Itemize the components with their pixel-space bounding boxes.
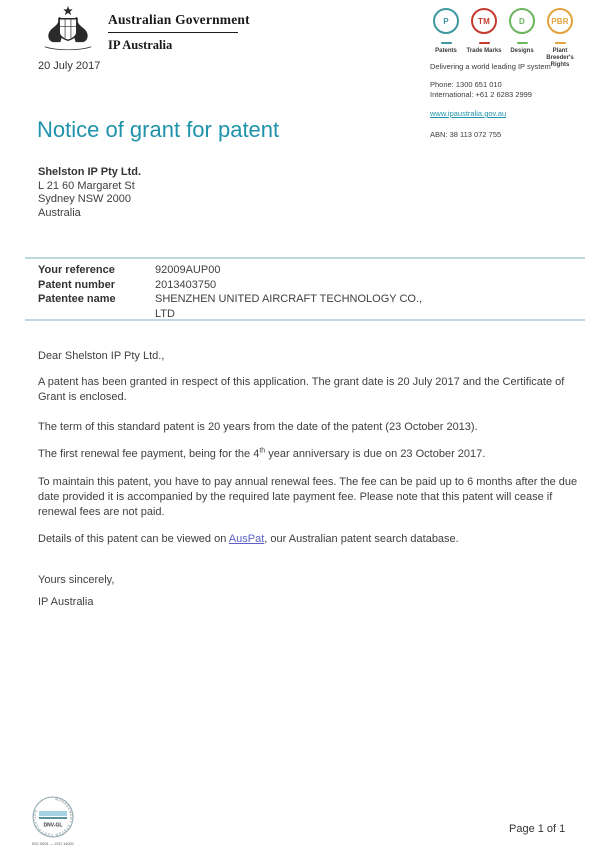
reference-table [38,263,427,321]
recipient-name: Shelston IP Pty Ltd. [38,166,142,178]
signature: IP Australia [38,596,94,608]
contact-block [430,62,598,140]
page-number: Page 1 of 1 [509,823,566,835]
designs-circle-icon: D [509,8,535,34]
patents-dash [441,42,452,44]
paragraph-grant: A patent has been granted in respect of this application. The grant date is 20 July 2017 and the Certificate of Grant is enclosed. [38,376,565,403]
table-rule-bottom [25,319,585,321]
details-text: Details of this patent can be viewed on [38,533,229,545]
trade-marks-icon [465,8,503,69]
trade-marks-dash [479,42,490,44]
table-rule-top [25,257,585,259]
reference-value: 92009AUP00 [155,264,221,276]
table-row [38,263,427,278]
recipient-address [38,166,141,220]
abn-line: ABN: 38 113 072 755 [430,130,502,139]
agency-tagline: Delivering a world leading IP system [430,62,551,71]
table-row [38,292,427,321]
patent-number-label: Patent number [38,278,116,291]
designs-icon [503,8,541,69]
patentee-name-label: Patentee name [38,293,116,305]
paragraph-renewal [38,447,578,462]
auspat-link[interactable]: AusPat [228,533,265,545]
patentee-name-value: SHENZHEN UNITED AIRCRAFT TECHNOLOGY CO., LTD [155,293,423,320]
recipient-address-line: Australia [38,206,81,219]
government-header [108,12,258,53]
letter-date: 20 July 2017 [38,60,101,72]
certification-mark [30,794,76,850]
trade-marks-label: Trade Marks [466,48,502,54]
patent-number-value: 2013403750 [155,278,217,291]
australian-coat-of-arms-icon [33,4,103,58]
ip-rights-icon-strip [427,8,579,69]
recipient-address-line: L 21 60 Margaret St [38,179,135,192]
paragraph-maintain: To maintain this patent, you have to pay annual renewal fees. The fee can be paid up to 6 months after the due date provided it is accompanied by the required late payment fee. Please note that this patent will cease if renewal fees are not paid. [38,476,578,518]
renewal-text-end: year anniversary is due on 23 October 2017. [265,448,486,460]
website-link[interactable]: www.ipaustralia.gov.au [430,109,507,118]
government-title: Australian Government [108,12,250,27]
closing: Yours sincerely, [38,574,115,586]
ordinal-suffix: th [259,447,266,455]
agency-title: IP Australia [108,38,173,52]
dnv-gl-logo-icon [30,794,76,850]
reference-label: Your reference [38,264,115,276]
phone-line: Phone: 1300 651 010 [430,80,502,89]
designs-dash [517,42,528,44]
trade-marks-circle-icon: TM [471,8,497,34]
cert-name: DNV-GL [43,822,63,829]
renewal-text: The first renewal fee payment, being for the 4 [38,448,260,460]
details-text-end: , our Australian patent search database. [264,533,459,545]
pbr-label: Plant Breeder's Rights [546,48,574,68]
pbr-dash [555,42,566,44]
paragraph-term: The term of this standard patent is 20 years from the date of the patent (23 October 2013). [38,421,478,433]
cert-ring-text: MANAGEMENT SYSTEM CERTIFICATION [32,797,74,838]
recipient-address-line: Sydney NSW 2000 [38,193,131,205]
pbr-circle-icon: PBR [547,8,573,34]
header-divider [108,32,238,33]
table-row [38,278,427,293]
patents-icon [427,8,465,69]
cert-standards: ISO 9001 — ISO 14001 [31,841,75,846]
salutation: Dear Shelston IP Pty Ltd., [38,350,165,362]
designs-label: Designs [510,48,534,54]
page-title: Notice of grant for patent [37,117,280,142]
plant-breeders-rights-icon [541,8,579,69]
patents-label: Patents [435,48,457,54]
patents-circle-icon: P [433,8,459,34]
paragraph-details [38,532,578,547]
international-phone-line: International: +61 2 6283 2999 [430,90,532,99]
